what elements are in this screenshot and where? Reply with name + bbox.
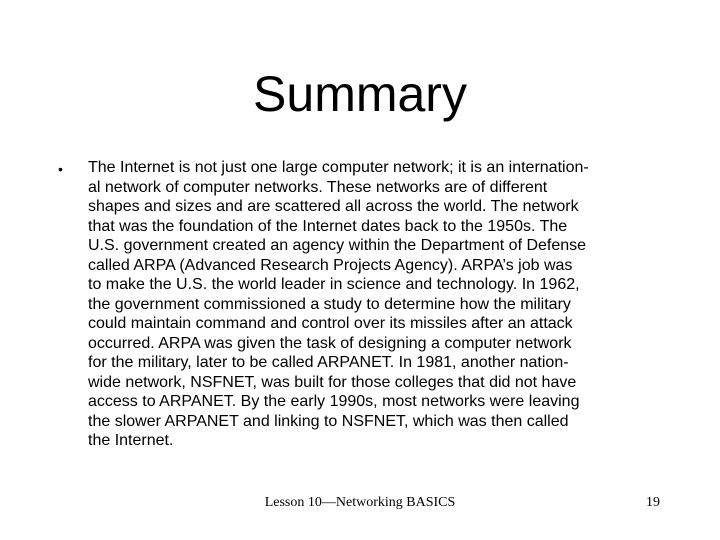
paragraph-line: shapes and sizes and are scattered all across the world. The network [88, 198, 579, 215]
paragraph-line: that was the foundation of the Internet dates back to the 1950s. The [88, 217, 568, 235]
slide-footer: Lesson 10—Networking BASICS [264, 495, 456, 510]
page-number: 19 [646, 495, 660, 510]
paragraph-line: al network of computer networks. These networks are of different [88, 178, 548, 196]
paragraph-line: wide network, NSFNET, was built for those colleges that did not have [88, 373, 577, 391]
summary-paragraph [88, 158, 668, 451]
paragraph-line: for the military, later to be called ARPANET. In 1981, another nation- [88, 354, 569, 371]
paragraph-line: the government commissioned a study to determine how the military [88, 295, 571, 313]
paragraph-line: could maintain command and control over its missiles after an attack [88, 315, 573, 332]
paragraph-line: called ARPA (Advanced Research Projects Agency). ARPA’s job was [88, 256, 573, 274]
paragraph-line: The Internet is not just one large computer network; it is an internation- [88, 159, 589, 176]
bullet-marker: • [58, 161, 63, 177]
paragraph-line: access to ARPANET. By the early 1990s, most networks were leaving [88, 393, 580, 410]
paragraph-line: occurred. ARPA was given the task of designing a computer network [88, 334, 572, 352]
paragraph-line: the Internet. [88, 432, 174, 449]
paragraph-line: U.S. government created an agency within the Department of Defense [88, 237, 587, 254]
slide-title: Summary [253, 66, 467, 122]
paragraph-line: the slower ARPANET and linking to NSFNET, which was then called [88, 412, 569, 430]
paragraph-line: to make the U.S. the world leader in science and technology. In 1962, [88, 276, 580, 293]
